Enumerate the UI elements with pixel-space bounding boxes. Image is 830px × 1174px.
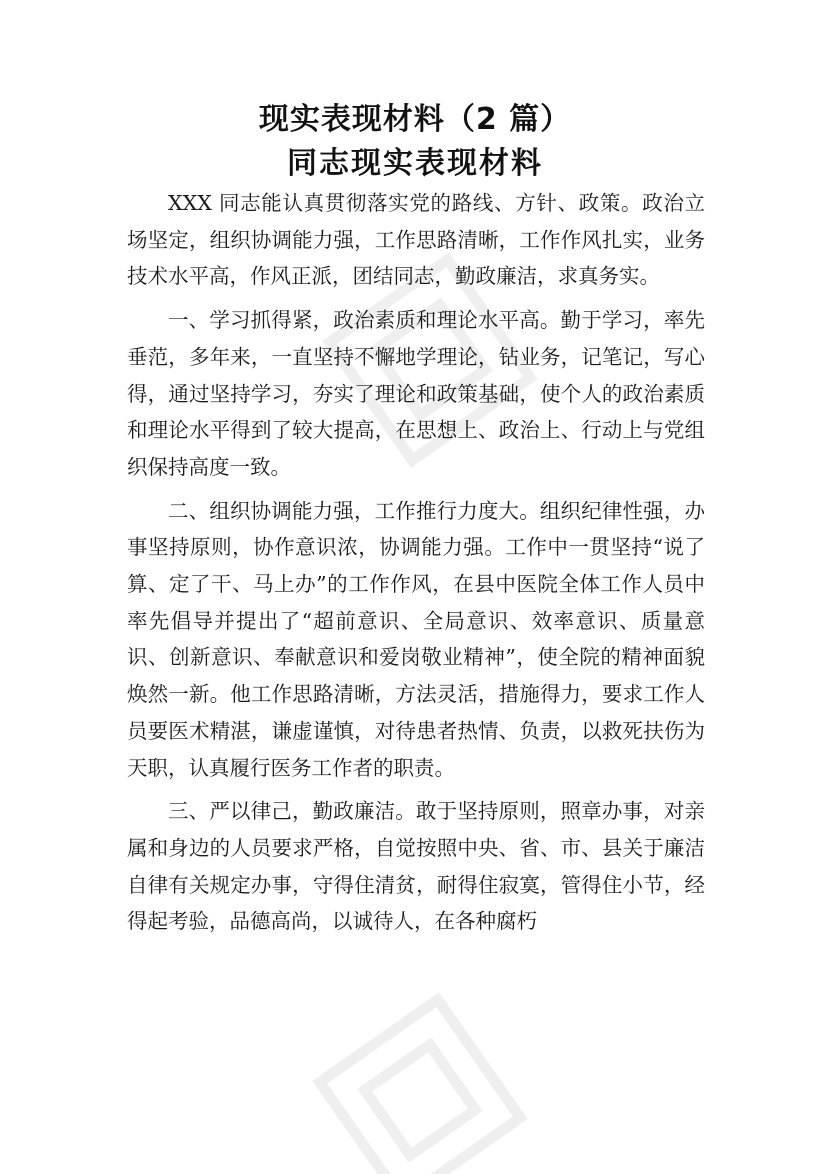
paragraph-organization: 二、组织协调能力强，工作推行力度大。组织纪律性强，办事坚持原则，协作意识浓，协调能力强。工作中一贯坚持“说了算、定了干、马上办”的工作作风，在县中医院全体工作人员中率先倡导并提出了“超前意识、全局意识、效率意识、质量意识、创新意识、奉献意识和爱岗敬业精神”，使全院的精神面貌焕然一新。他工作思路清晰，方法灵活，措施得力，要求工作人员要医术精湛，谦虚谨慎，对待患者热情、负责，以救死扶伤为天职，认真履行医务工作者的职责。 bbox=[127, 498, 705, 780]
watermark-logo-icon bbox=[295, 975, 546, 1174]
document-title: 现实表现材料（2 篇） bbox=[258, 102, 572, 137]
title-block bbox=[0, 100, 830, 184]
document-subtitle: 同志现实表现材料 bbox=[287, 146, 543, 181]
paragraph-intro: XXX 同志能认真贯彻落实党的路线、方针、政策。政治立场坚定，组织协调能力强，工作思路清晰，工作作风扎实，业务技术水平高，作风正派，团结同志，勤政廉洁，求真务实。 bbox=[127, 191, 705, 289]
paragraph-integrity: 三、严以律己，勤政廉洁。敢于坚持原则，照章办事，对亲属和身边的人员要求严格，自觉按照中央、省、市、县关于廉洁自律有关规定办事，守得住清贫，耐得住寂寞，管得住小节，经得起考验，品德高尚，以诚待人，在各种腐朽 bbox=[127, 799, 705, 934]
document-body bbox=[127, 185, 705, 947]
paragraph-study: 一、学习抓得紧，政治素质和理论水平高。勤于学习，率先垂范，多年来，一直坚持不懈地学理论，钻业务，记笔记，写心得，通过坚持学习，夯实了理论和政策基础，使个人的政治素质和理论水平得到了较大提高，在思想上、政治上、行动上与党组织保持高度一致。 bbox=[127, 308, 705, 479]
